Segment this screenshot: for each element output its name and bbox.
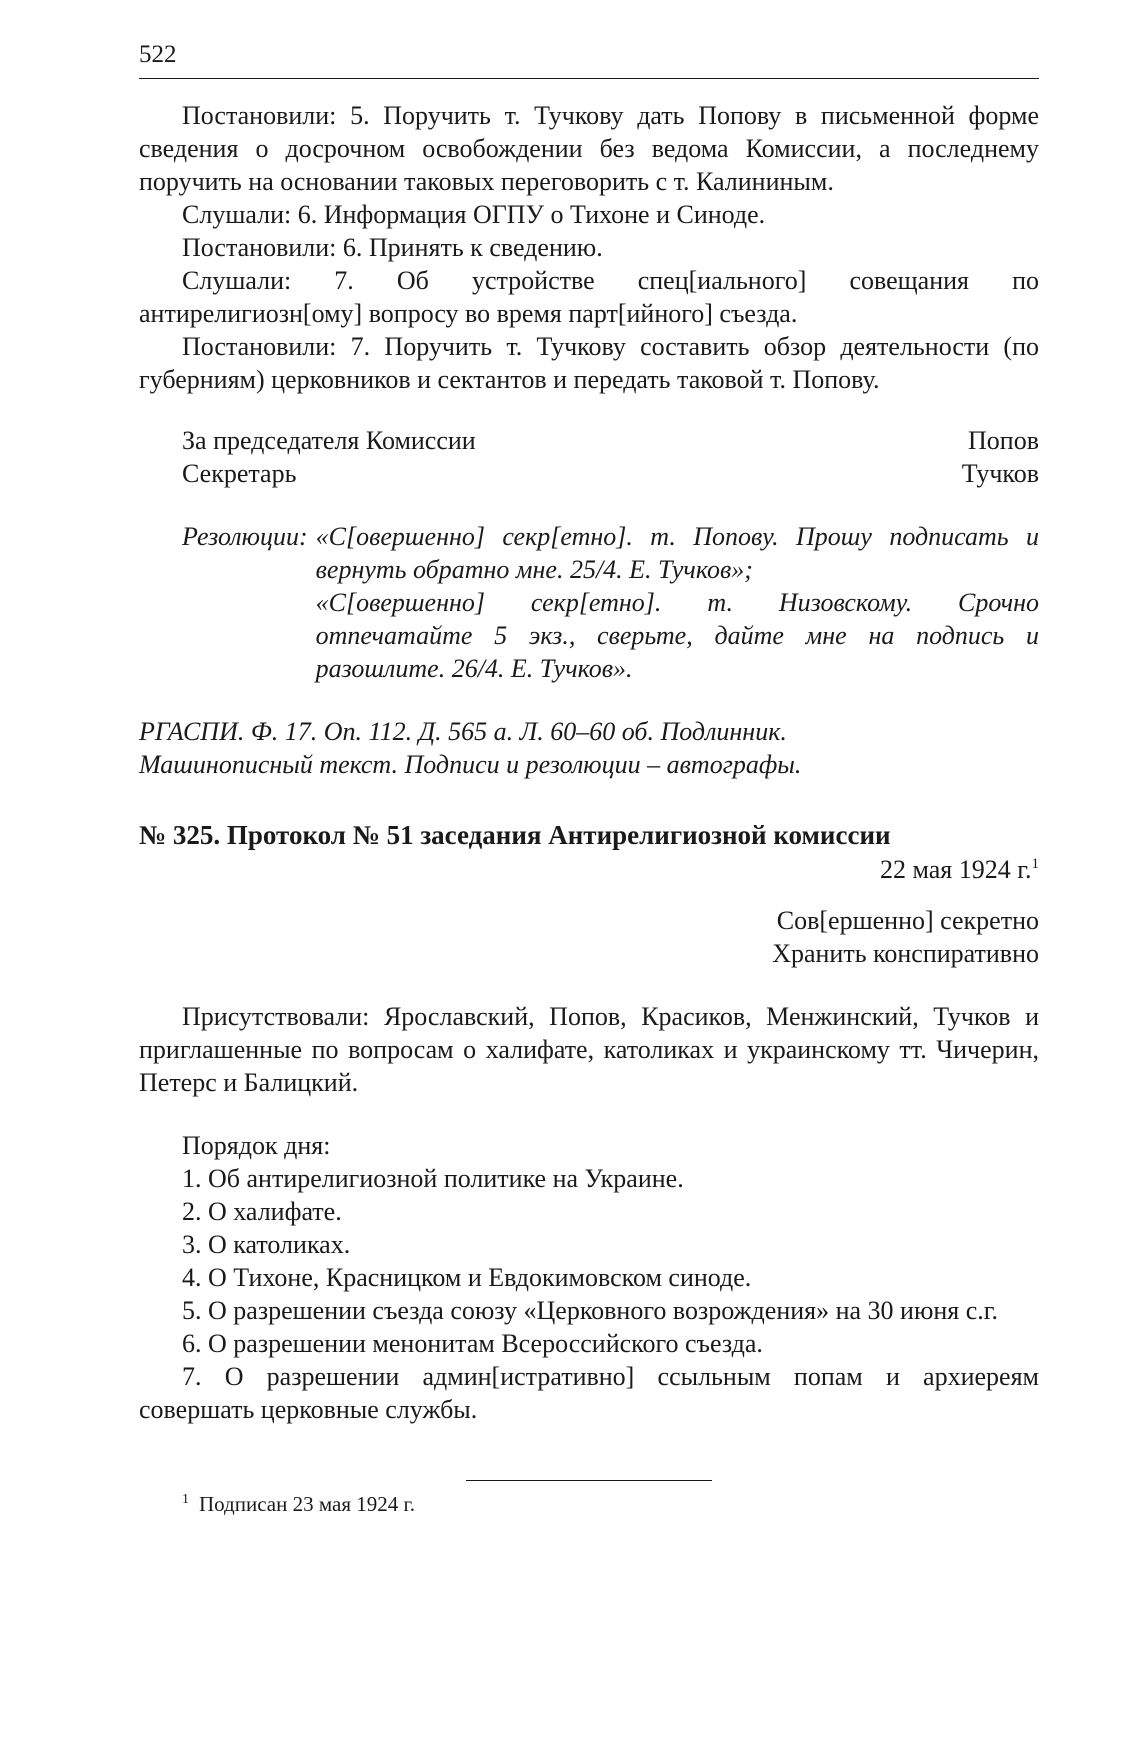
agenda-item: 6. О разрешении менонитам Всероссийского съезда. [182, 1329, 763, 1358]
document-title: № 325. Протокол № 51 заседания Антирелигиозной комиссии [139, 820, 891, 850]
agenda-item: 7. О разрешении админ[истративно] ссыльным попам и архиереям совершать церковные службы. [139, 1362, 1039, 1424]
document-date [139, 853, 1039, 886]
classification-line: Хранить конспиративно [772, 939, 1039, 968]
footnote-rule [466, 1480, 712, 1481]
signature-row [139, 424, 1039, 457]
minutes-paragraph: Слушали: 6. Информация ОГПУ о Тихоне и Синоде. [182, 200, 766, 229]
archive-note [139, 715, 1039, 781]
book-page [139, 40, 1039, 1519]
signature-role: Секретарь [182, 459, 297, 488]
agenda-item: 5. О разрешении съезда союзу «Церковного возрождения» на 30 июня с.г. [182, 1296, 999, 1325]
page-number: 522 [139, 41, 177, 68]
footnote-text: Подписан 23 мая 1924 г. [199, 1492, 415, 1516]
attendees-paragraph: Присутствовали: Ярославский, Попов, Красиков, Менжинский, Тучков и приглашенные по вопросам о халифате, католиках и украинскому тт. Чичерин, Петерс и Балицкий. [139, 1002, 1039, 1097]
top-minutes-section [139, 99, 1039, 1426]
agenda-heading: Порядок дня: [182, 1131, 331, 1160]
signature-row [139, 457, 1039, 490]
resolution-item: «С[овершенно] секр[етно]. т. Попову. Прошу подписать и вернуть обратно мне. 25/4. Е. Тучков»; [315, 522, 1039, 584]
resolution-item: «С[овершенно] секр[етно]. т. Низовскому. Срочно отпечатайте 5 экз., сверьте, дайте мне на подпись и разошлите. 26/4. Е. Тучков». [315, 588, 1039, 683]
agenda-section [139, 1129, 1039, 1426]
resolutions-body [316, 520, 1039, 685]
footnote-reference: 1 [1031, 856, 1039, 872]
minutes-paragraph: Постановили: 6. Принять к сведению. [182, 233, 603, 262]
header-rule [139, 78, 1039, 79]
signature-name: Тучков [961, 459, 1039, 488]
archive-note-line: РГАСПИ. Ф. 17. Оп. 112. Д. 565 а. Л. 60–60 об. Подлинник. [139, 717, 787, 746]
signature-name: Попов [968, 426, 1039, 455]
document-date-text: 22 мая 1924 г. [879, 855, 1032, 884]
agenda-item: 3. О католиках. [182, 1230, 351, 1259]
agenda-item: 4. О Тихоне, Красницком и Евдокимовском синоде. [182, 1263, 752, 1292]
footnote-mark: 1 [182, 1492, 189, 1507]
agenda-item: 1. Об антирелигиозной политике на Украине. [182, 1164, 684, 1193]
archive-note-line: Машинописный текст. Подписи и резолюции – автографы. [139, 750, 802, 779]
minutes-paragraph: Постановили: 7. Поручить т. Тучкову составить обзор деятельности (по губерниям) церковников и сектантов и передать таковой т. Попову. [139, 332, 1039, 394]
signature-block [139, 424, 1039, 490]
classification-block [139, 904, 1039, 970]
resolutions-block [139, 520, 1039, 685]
classification-line: Сов[ершенно] секретно [776, 906, 1039, 935]
minutes-paragraph: Постановили: 5. Поручить т. Тучкову дать Попову в письменной форме сведения о досрочном освобождении без ведома Комиссии, а последнему поручить на основании таковых переговорить с т. Калининым. [139, 101, 1039, 196]
signature-role: За председателя Комиссии [182, 426, 476, 455]
minutes-paragraph: Слушали: 7. Об устройстве спец[иального] совещания по антирелигиозн[ому] вопросу во время парт[ийного] съезда. [139, 266, 1039, 328]
footnote [139, 1489, 1039, 1519]
resolutions-label: Резолюции: [182, 522, 308, 551]
agenda-item: 2. О халифате. [182, 1197, 342, 1226]
